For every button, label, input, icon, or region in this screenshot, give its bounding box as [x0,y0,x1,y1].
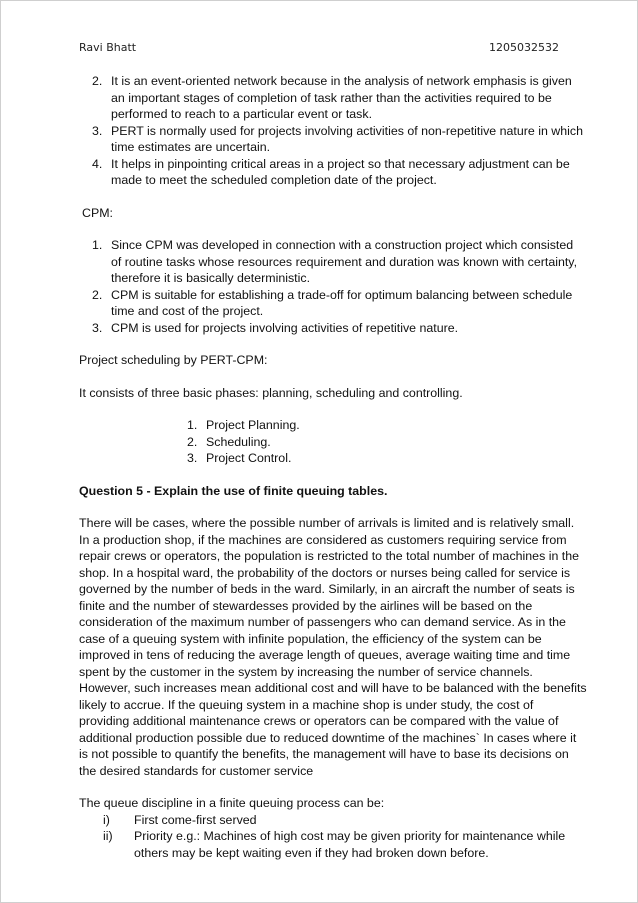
list-item: i) First come-first served [103,812,257,827]
paragraph-line: is not possible to quantify the benefits, the management will have to base its decisions on [79,747,569,761]
list-item: 1. Since CPM was developed in connection with a construction project which consisted [92,238,574,252]
paragraph-line: likely to accrue. If the queuing system in a machine shop is under study, the cost of [79,697,534,712]
paragraph-line: the desired standards for customer service [79,763,314,778]
cpm-heading: CPM: [82,205,113,220]
pert-list [79,73,583,189]
list-item-cont: therefore it is basically deterministic. [111,271,311,285]
list-item: 2. It is an event-oriented network because in the analysis of network emphasis is given [92,74,572,88]
paragraph-line: additional production possible due to reduced downtime of the machines` In cases where it [79,730,577,745]
list-item: 3. PERT is normally used for projects involving activities of non-repetitive nature in which [92,123,583,138]
list-item-cont: of routine tasks whose resources requirement and duration was known with certainty, [111,254,578,269]
list-item-cont: others may be kept waiting even if they had broken down before. [134,845,489,860]
paragraph-line: There will be cases, where the possible number of arrivals is limited and is relatively small. [79,516,575,530]
phases-list [79,417,571,467]
header-id: 1205032532 [489,41,559,54]
header-author: Ravi Bhatt [79,41,137,54]
answer-paragraph [79,515,587,779]
paragraph-line: case of a queuing system with infinite population, the efficiency of the system can be [79,631,542,646]
discipline-list [79,812,571,862]
list-item-cont: an important stages of completion of task rather than the activities required to be [111,90,552,105]
list-item-cont: made to meet the scheduled completion date of the project. [111,173,437,187]
paragraph-line: spent by the customer in the system by increasing the number of service channels. [79,664,533,679]
list-item: 3. Project Control. [187,451,292,465]
list-item-cont: performed to reach to a particular event or task. [111,107,373,121]
paragraph-line: consideration of the maximum number of passengers who can demand service. As in the [79,615,566,629]
paragraph-line: providing additional maintenance crews or operators can be compared with the value of [79,714,559,728]
list-item-cont: time and cost of the project. [111,304,264,318]
list-item: 2. CPM is suitable for establishing a trade-off for optimum balancing between schedule [92,287,573,302]
list-item: 4. It helps in pinpointing critical areas in a project so that necessary adjustment can be [92,156,570,171]
list-item: 2. Scheduling. [187,434,271,449]
phases-intro: It consists of three basic phases: planning, scheduling and controlling. [79,385,463,400]
paragraph-line: However, such increases mean additional cost and will have to be balanced with the benefits [79,681,587,695]
page-content [79,73,587,861]
cpm-list [79,237,578,336]
list-item: ii) Priority e.g.: Machines of high cost may be given priority for maintenance while [103,829,566,843]
paragraph-line: finite and the number of stewardesses provided by the airlines will be based on the [79,598,533,613]
paragraph-line: shop. In a hospital ward, the probability of the doctors or nurses being called for service is [79,565,571,580]
paragraph-line: repair crews or operators, the population is restricted to the total number of machines in the [79,549,580,563]
discipline-intro: The queue discipline in a finite queuing process can be: [79,796,385,810]
list-item: 1. Project Planning. [187,418,300,432]
paragraph-line: governed by the number of beds in the ward. Similarly, in an aircraft the number of seats is [79,582,575,596]
list-item: 3. CPM is used for projects involving activities of repetitive nature. [92,320,459,335]
list-item-cont: time estimates are uncertain. [111,140,271,154]
question-heading: Question 5 - Explain the use of finite queuing tables. [79,483,388,498]
paragraph-line: improved in tens of reducing the average length of queues, average waiting time and time [79,648,571,662]
paragraph-line: In a production shop, if the machines are considered as customers requiring service from [79,532,567,547]
scheduling-heading: Project scheduling by PERT-CPM: [79,353,268,367]
